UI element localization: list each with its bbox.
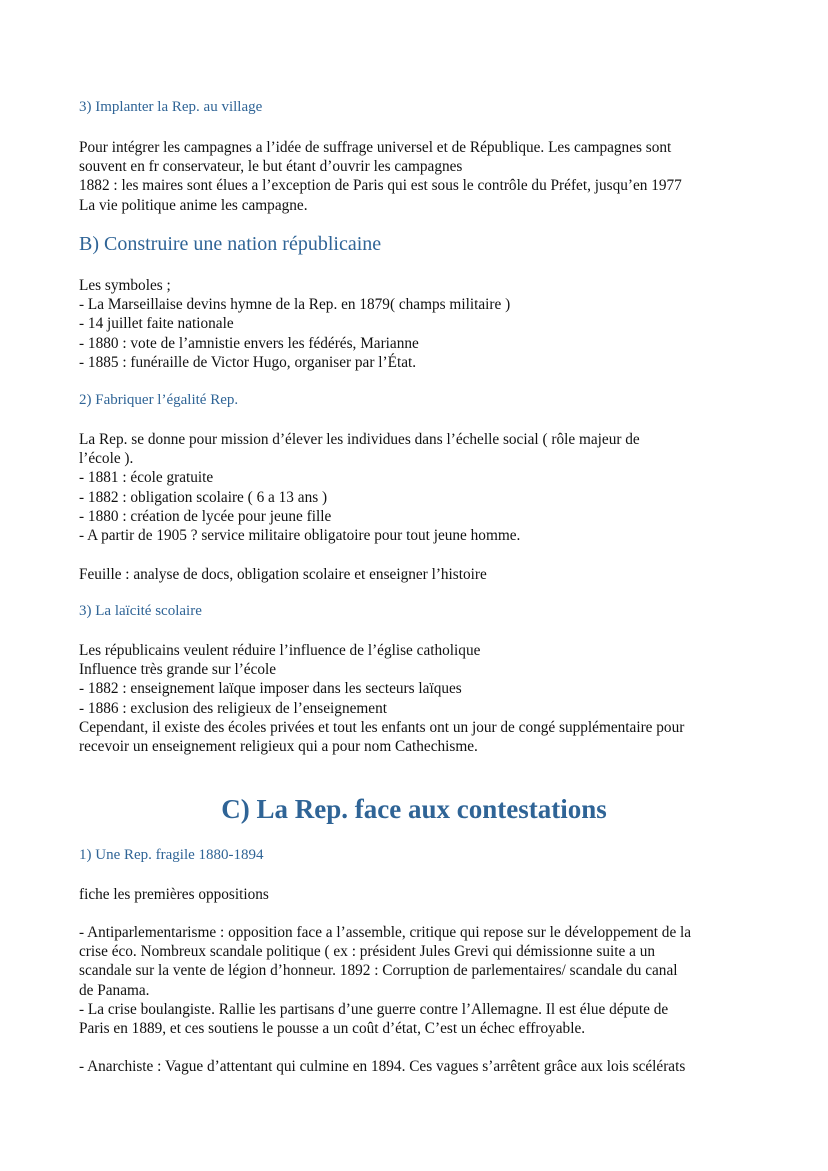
subheading-laicite: 3) La laïcité scolaire	[79, 603, 202, 619]
text-line: recevoir un enseignement religieux qui a pour nom Cathechisme.	[79, 738, 478, 756]
list-item: - 1881 : école gratuite	[79, 469, 214, 487]
paragraph-symboles	[79, 276, 510, 372]
text-line: Influence très grande sur l’école	[79, 661, 277, 679]
list-item: - 1886 : exclusion des religieux de l’enseignement	[79, 699, 387, 717]
text-line: l’école ).	[79, 450, 134, 468]
list-item-anarchiste: - Anarchiste : Vague d’attentant qui culmine en 1894. Ces vagues s’arrêtent grâce aux lois scélérats	[79, 1058, 686, 1075]
heading-contestations: C) La Rep. face aux contestations	[221, 794, 607, 824]
list-item: - La crise boulangiste. Rallie les partisans d’une guerre contre l’Allemagne. Il est élue députe de	[79, 1000, 669, 1018]
paragraph-laicite	[79, 641, 684, 756]
text-line: Les symboles ;	[79, 277, 171, 294]
text-line: La Rep. se donne pour mission d’élever les individues dans l’échelle social ( rôle majeur de	[79, 431, 640, 448]
paragraph-egalite	[79, 430, 640, 545]
paragraph-implanter	[79, 138, 682, 215]
text-line: 1882 : les maires sont élues a l’exception de Paris qui est sous le contrôle du Préfet, jusqu’en 1977	[79, 177, 682, 195]
list-item: - 1882 : enseignement laïque imposer dans les secteurs laïques	[79, 680, 462, 698]
list-item: - La Marseillaise devins hymne de la Rep. en 1879( champs militaire )	[79, 296, 511, 314]
text-intro: fiche les premières oppositions	[79, 886, 269, 903]
paragraph-oppositions	[79, 923, 691, 1038]
list-item: - 1885 : funéraille de Victor Hugo, organiser par l’État.	[79, 353, 417, 371]
subheading-implanter: 3) Implanter la Rep. au village	[79, 99, 263, 115]
subheading-egalite: 2) Fabriquer l’égalité Rep.	[79, 392, 239, 408]
note-feuille: Feuille : analyse de docs, obligation scolaire et enseigner l’histoire	[79, 566, 487, 583]
text-line: scandale sur la vente de légion d’honneur. 1892 : Corruption de parlementaires/ scandale du canal	[79, 962, 678, 980]
list-item: - A partir de 1905 ? service militaire obligatoire pour tout jeune homme.	[79, 527, 521, 545]
list-item: - 1882 : obligation scolaire ( 6 a 13 ans )	[79, 488, 328, 506]
list-item: - Antiparlementarisme : opposition face a l’assemble, critique qui repose sur le développement de la	[79, 924, 692, 941]
text-line: Les républicains veulent réduire l’influence de l’église catholique	[79, 642, 481, 659]
text-line: Pour intégrer les campagnes a l’idée de suffrage universel et de République. Les campagnes sont	[79, 139, 672, 156]
text-line: crise éco. Nombreux scandale politique ( ex : président Jules Grevi qui démissionne suite a un	[79, 943, 656, 961]
list-item: - 14 juillet faite nationale	[79, 315, 234, 333]
text-line: Cependant, il existe des écoles privées et tout les enfants ont un jour de congé supplémentaire pour	[79, 718, 685, 736]
text-line: Paris en 1889, et ces soutiens le pousse a un coût d’état, C’est un échec effroyable.	[79, 1020, 586, 1038]
heading-construire-nation: B) Construire une nation républicaine	[79, 233, 382, 255]
list-item: - 1880 : création de lycée pour jeune fille	[79, 507, 332, 525]
text-line: de Panama.	[79, 981, 150, 999]
text-line: La vie politique anime les campagne.	[79, 196, 308, 214]
subheading-rep-fragile: 1) Une Rep. fragile 1880-1894	[79, 847, 264, 863]
text-line: souvent en fr conservateur, le but étant d’ouvrir les campagnes	[79, 158, 463, 176]
list-item: - 1880 : vote de l’amnistie envers les fédérés, Marianne	[79, 334, 419, 352]
